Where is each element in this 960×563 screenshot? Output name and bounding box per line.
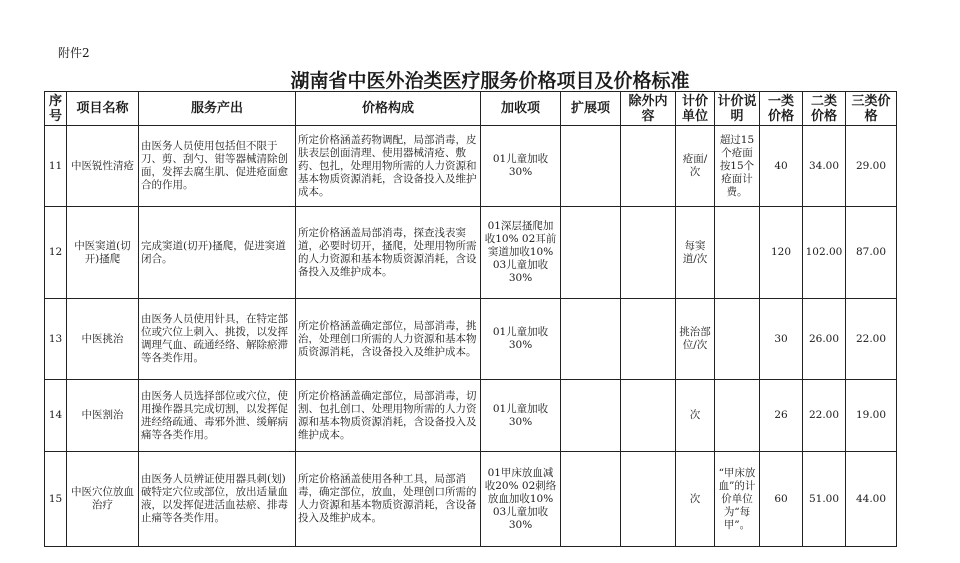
table-row bbox=[45, 126, 897, 207]
header-output: 服务产出 bbox=[139, 92, 296, 126]
cell-unit: 疮面/次 bbox=[676, 126, 715, 207]
cell-excluded bbox=[621, 380, 676, 452]
cell-note bbox=[715, 380, 760, 452]
cell-name: 中医穴位放血治疗 bbox=[67, 452, 139, 547]
price-table bbox=[44, 91, 897, 547]
table-row bbox=[45, 207, 897, 299]
cell-output: 完成窦道(切开)搔爬，促进窦道闭合。 bbox=[139, 207, 296, 299]
header-class3: 三类价格 bbox=[846, 92, 897, 126]
cell-note bbox=[715, 299, 760, 380]
cell-composition: 所定价格涵盖使用各种工具，局部消毒，确定部位，放血，处理创口所需的人力资源和基本物质资源消耗，含设备投入及维护成本。 bbox=[296, 452, 481, 547]
cell-note: “甲床放血”的计价单位为“每甲”。 bbox=[715, 452, 760, 547]
cell-surcharge: 01深层搔爬加收10% 02耳前窦道加收10% 03儿童加收30% bbox=[481, 207, 561, 299]
cell-extension bbox=[561, 126, 621, 207]
cell-surcharge: 01甲床放血减收20% 02刺络放血加收10% 03儿童加收30% bbox=[481, 452, 561, 547]
header-name: 项目名称 bbox=[67, 92, 139, 126]
cell-output: 由医务人员使用针具，在特定部位或穴位上刺入、挑拨，以发挥调理气血、疏通经络、解除瘀滞等各类作用。 bbox=[139, 299, 296, 380]
page-title: 湖南省中医外治类医疗服务价格项目及价格标准 bbox=[290, 70, 690, 92]
cell-extension bbox=[561, 380, 621, 452]
cell-class1: 60 bbox=[760, 452, 803, 547]
cell-class2: 26.00 bbox=[803, 299, 846, 380]
cell-unit: 次 bbox=[676, 380, 715, 452]
header-surcharge: 加收项 bbox=[481, 92, 561, 126]
header-excluded: 除外内容 bbox=[621, 92, 676, 126]
cell-class1: 120 bbox=[760, 207, 803, 299]
cell-class2: 22.00 bbox=[803, 380, 846, 452]
cell-class3: 44.00 bbox=[846, 452, 897, 547]
cell-class3: 19.00 bbox=[846, 380, 897, 452]
cell-class1: 30 bbox=[760, 299, 803, 380]
cell-excluded bbox=[621, 126, 676, 207]
header-extension: 扩展项 bbox=[561, 92, 621, 126]
cell-excluded bbox=[621, 452, 676, 547]
attachment-label: 附件2 bbox=[58, 46, 90, 60]
cell-class3: 87.00 bbox=[846, 207, 897, 299]
cell-composition: 所定价格涵盖确定部位，局部消毒，切割、包扎创口、处理用物所需的人力资源和基本物质资源消耗，含设备投入及维护成本。 bbox=[296, 380, 481, 452]
cell-class3: 22.00 bbox=[846, 299, 897, 380]
cell-composition: 所定价格涵盖确定部位，局部消毒，挑治，处理创口所需的人力资源和基本物质资源消耗，含设备投入及维护成本。 bbox=[296, 299, 481, 380]
header-note: 计价说明 bbox=[715, 92, 760, 126]
cell-output: 由医务人员使用包括但不限于刀、剪、刮勺、钳等器械清除创面，发挥去腐生肌、促进疮面愈合的作用。 bbox=[139, 126, 296, 207]
cell-unit: 次 bbox=[676, 452, 715, 547]
cell-name: 中医窦道(切开)搔爬 bbox=[67, 207, 139, 299]
cell-class2: 102.00 bbox=[803, 207, 846, 299]
cell-surcharge: 01儿童加收30% bbox=[481, 380, 561, 452]
table-row bbox=[45, 380, 897, 452]
cell-class2: 34.00 bbox=[803, 126, 846, 207]
cell-excluded bbox=[621, 207, 676, 299]
cell-seq: 14 bbox=[45, 380, 67, 452]
cell-seq: 12 bbox=[45, 207, 67, 299]
cell-seq: 13 bbox=[45, 299, 67, 380]
cell-name: 中医割治 bbox=[67, 380, 139, 452]
cell-note bbox=[715, 207, 760, 299]
cell-output: 由医务人员选择部位或穴位，使用操作器具完成切割，以发挥促进经络疏通、毒邪外泄、缓解病痛等各类作用。 bbox=[139, 380, 296, 452]
cell-class1: 40 bbox=[760, 126, 803, 207]
cell-seq: 11 bbox=[45, 126, 67, 207]
cell-name: 中医挑治 bbox=[67, 299, 139, 380]
cell-extension bbox=[561, 207, 621, 299]
cell-surcharge: 01儿童加收30% bbox=[481, 126, 561, 207]
header-composition: 价格构成 bbox=[296, 92, 481, 126]
header-seq: 序号 bbox=[45, 92, 67, 126]
cell-excluded bbox=[621, 299, 676, 380]
cell-name: 中医锐性清疮 bbox=[67, 126, 139, 207]
cell-unit: 每窦道/次 bbox=[676, 207, 715, 299]
header-class2: 二类价格 bbox=[803, 92, 846, 126]
cell-class3: 29.00 bbox=[846, 126, 897, 207]
cell-composition: 所定价格涵盖药物调配，局部消毒，皮肤表层创面清理、使用器械清疮、敷药、包扎，处理用物所需的人力资源和基本物质资源消耗，含设备投入及维护成本。 bbox=[296, 126, 481, 207]
cell-output: 由医务人员辨证使用器具刺(划)破特定穴位或部位，放出适量血液，以发挥促进活血祛瘀、排毒止痛等各类作用。 bbox=[139, 452, 296, 547]
cell-class1: 26 bbox=[760, 380, 803, 452]
cell-unit: 挑治部位/次 bbox=[676, 299, 715, 380]
cell-class2: 51.00 bbox=[803, 452, 846, 547]
cell-seq: 15 bbox=[45, 452, 67, 547]
cell-extension bbox=[561, 299, 621, 380]
cell-extension bbox=[561, 452, 621, 547]
cell-note: 超过15个疮面按15个疮面计费。 bbox=[715, 126, 760, 207]
table-row bbox=[45, 299, 897, 380]
header-row bbox=[45, 92, 897, 126]
header-class1: 一类价格 bbox=[760, 92, 803, 126]
header-unit: 计价单位 bbox=[676, 92, 715, 126]
cell-composition: 所定价格涵盖局部消毒，探查浅表窦道，必要时切开，搔爬，处理用物所需的人力资源和基本物质资源消耗，含设备投入及维护成本。 bbox=[296, 207, 481, 299]
table-row bbox=[45, 452, 897, 547]
cell-surcharge: 01儿童加收30% bbox=[481, 299, 561, 380]
